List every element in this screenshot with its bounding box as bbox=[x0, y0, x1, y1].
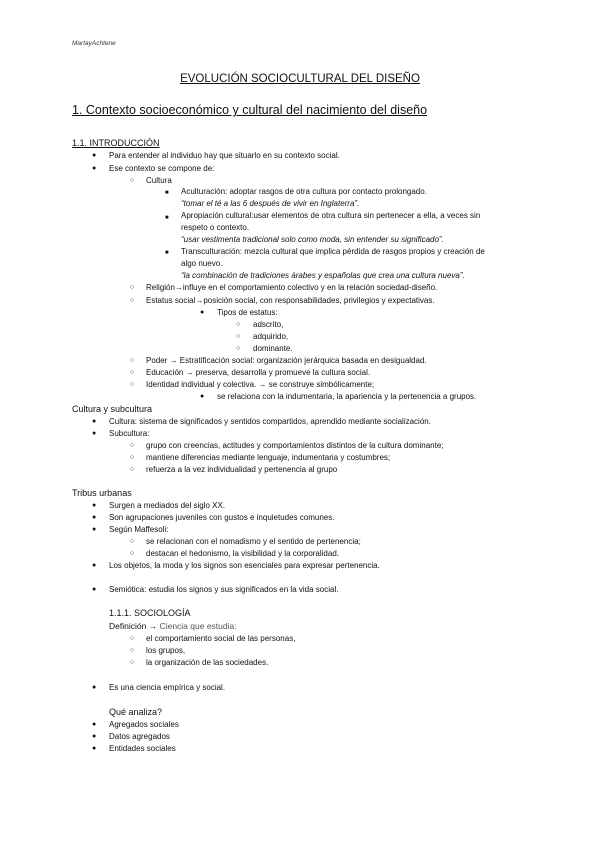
list-item: adscrito, bbox=[253, 320, 284, 329]
list-item: mantiene diferencias mediante lenguaje, indumentaria y costumbres; bbox=[146, 453, 391, 462]
list-item: Identidad individual y colectiva. → se construye simbólicamente; bbox=[146, 380, 375, 389]
circle-bullet-icon: ○ bbox=[130, 297, 135, 304]
definition-label-text: Definición → bbox=[109, 621, 158, 631]
list-item-cont: respeto o contexto. bbox=[181, 223, 250, 232]
circle-bullet-icon: ○ bbox=[130, 635, 135, 642]
list-item: Poder → Estratificación social: organización jerárquica basada en desigualdad. bbox=[146, 356, 427, 365]
circle-bullet-icon: ○ bbox=[130, 647, 135, 654]
list-item: se relaciona con la indumentaria, la apariencia y la pertenencia a grupos. bbox=[217, 392, 477, 401]
circle-bullet-icon: ○ bbox=[236, 321, 241, 328]
list-item: Semiótica: estudia los signos y sus significados en la vida social. bbox=[109, 585, 339, 594]
circle-bullet-icon: ○ bbox=[130, 466, 135, 473]
square-bullet-icon: ■ bbox=[165, 215, 169, 221]
square-bullet-icon: ■ bbox=[165, 190, 169, 196]
example-text: “usar vestimenta tradicional solo como moda, sin entender su significado”. bbox=[181, 235, 444, 244]
intro-heading: 1.1. INTRODUCCIÓN bbox=[72, 138, 160, 148]
bullet-icon: ● bbox=[92, 733, 97, 740]
circle-bullet-icon: ○ bbox=[130, 659, 135, 666]
list-item: Según Maffesoli: bbox=[109, 525, 169, 534]
bullet-icon: ● bbox=[92, 586, 97, 593]
tribus-heading: Tribus urbanas bbox=[72, 488, 132, 498]
bullet-icon: ● bbox=[92, 514, 97, 521]
circle-bullet-icon: ○ bbox=[130, 284, 135, 291]
bullet-icon: ● bbox=[92, 562, 97, 569]
document-title: EVOLUCIÓN SOCIOCULTURAL DEL DISEÑO bbox=[180, 73, 420, 85]
circle-bullet-icon: ○ bbox=[236, 333, 241, 340]
bullet-icon: ● bbox=[92, 418, 97, 425]
example-text: “la combinación de tradiciones árabes y españolas que crea una cultura nueva”. bbox=[181, 271, 465, 280]
circle-bullet-icon: ○ bbox=[130, 442, 135, 449]
bullet-icon: ● bbox=[200, 393, 205, 400]
list-item: Los objetos, la moda y los signos son esenciales para expresar pertenencia. bbox=[109, 561, 380, 570]
circle-bullet-icon: ○ bbox=[130, 177, 135, 184]
circle-bullet-icon: ○ bbox=[130, 381, 135, 388]
list-item: dominante. bbox=[253, 344, 293, 353]
circle-bullet-icon: ○ bbox=[130, 454, 135, 461]
list-item: adquirido, bbox=[253, 332, 289, 341]
bullet-icon: ● bbox=[92, 684, 97, 691]
list-item: Subcultura: bbox=[109, 429, 150, 438]
list-item: Religión→influye en el comportamiento colectivo y en la relación sociedad-diseño. bbox=[146, 283, 438, 292]
list-item: Son agrupaciones juveniles con gustos e inquietudes comunes. bbox=[109, 513, 335, 522]
list-item: la organización de las sociedades. bbox=[146, 658, 269, 667]
sociologia-heading: 1.1.1. SOCIOLOGÍA bbox=[109, 608, 191, 618]
bullet-icon: ● bbox=[200, 309, 205, 316]
list-item: Datos agregados bbox=[109, 732, 170, 741]
bullet-icon: ● bbox=[92, 502, 97, 509]
list-item: Surgen a mediados del siglo XX. bbox=[109, 501, 226, 510]
definition-text: Ciencia que estudia: bbox=[159, 621, 237, 631]
list-item: Tipos de estatus: bbox=[217, 308, 278, 317]
circle-bullet-icon: ○ bbox=[130, 550, 135, 557]
bullet-icon: ● bbox=[92, 721, 97, 728]
bullet-icon: ● bbox=[92, 152, 97, 159]
bullet-icon: ● bbox=[92, 165, 97, 172]
analiza-heading: Qué analiza? bbox=[109, 707, 163, 717]
list-item: Agregados sociales bbox=[109, 720, 179, 729]
list-item-cont: algo nuevo. bbox=[181, 259, 223, 268]
bullet-icon: ● bbox=[92, 526, 97, 533]
section-heading-1: 1. Contexto socioeconómico y cultural del nacimiento del diseño bbox=[72, 103, 428, 117]
bullet-icon: ● bbox=[92, 430, 97, 437]
list-item: refuerza a la vez individualidad y pertenencia al grupo bbox=[146, 465, 338, 474]
list-item: Cultura: sistema de significados y sentidos compartidos, aprendido mediante socialización. bbox=[109, 417, 431, 426]
list-item: Educación → preserva, desarrolla y promueve la cultura social. bbox=[146, 368, 371, 377]
list-item: Es una ciencia empírica y social. bbox=[109, 683, 226, 692]
list-item: Para entender al individuo hay que situarlo en su contexto social. bbox=[109, 151, 340, 160]
list-item: destacan el hedonismo, la visibilidad y la corporalidad. bbox=[146, 549, 339, 558]
list-item: se relacionan con el nomadismo y el sentido de pertenencia; bbox=[146, 537, 361, 546]
circle-bullet-icon: ○ bbox=[130, 357, 135, 364]
example-text: “tomar el té a las 6 después de vivir en Inglaterra”. bbox=[181, 199, 360, 208]
list-item: Transculturación: mezcla cultural que implica pérdida de rasgos propios y creación de bbox=[181, 247, 485, 256]
list-item: Aculturación: adoptar rasgos de otra cultura por contacto prolongado. bbox=[181, 187, 427, 196]
list-item: Cultura bbox=[146, 176, 172, 185]
bullet-icon: ● bbox=[92, 745, 97, 752]
cultura-subcultura-heading: Cultura y subcultura bbox=[72, 404, 153, 414]
author-header: MartayAchtene bbox=[72, 40, 116, 47]
definition-label bbox=[109, 620, 237, 632]
square-bullet-icon: ■ bbox=[165, 250, 169, 256]
list-item: Ese contexto se compone de: bbox=[109, 164, 215, 173]
list-item: Estatus social→posición social, con responsabilidades, privilegios y expectativas. bbox=[146, 296, 435, 305]
circle-bullet-icon: ○ bbox=[130, 369, 135, 376]
list-item: Apropiación cultural:usar elementos de otra cultura sin pertenecer a ella, a veces sin bbox=[181, 211, 481, 220]
list-item: el comportamiento social de las personas, bbox=[146, 634, 296, 643]
circle-bullet-icon: ○ bbox=[130, 538, 135, 545]
list-item: los grupos, bbox=[146, 646, 186, 655]
list-item: grupo con creencias, actitudes y comportamientos distintos de la cultura dominante; bbox=[146, 441, 444, 450]
circle-bullet-icon: ○ bbox=[236, 345, 241, 352]
list-item: Entidades sociales bbox=[109, 744, 176, 753]
